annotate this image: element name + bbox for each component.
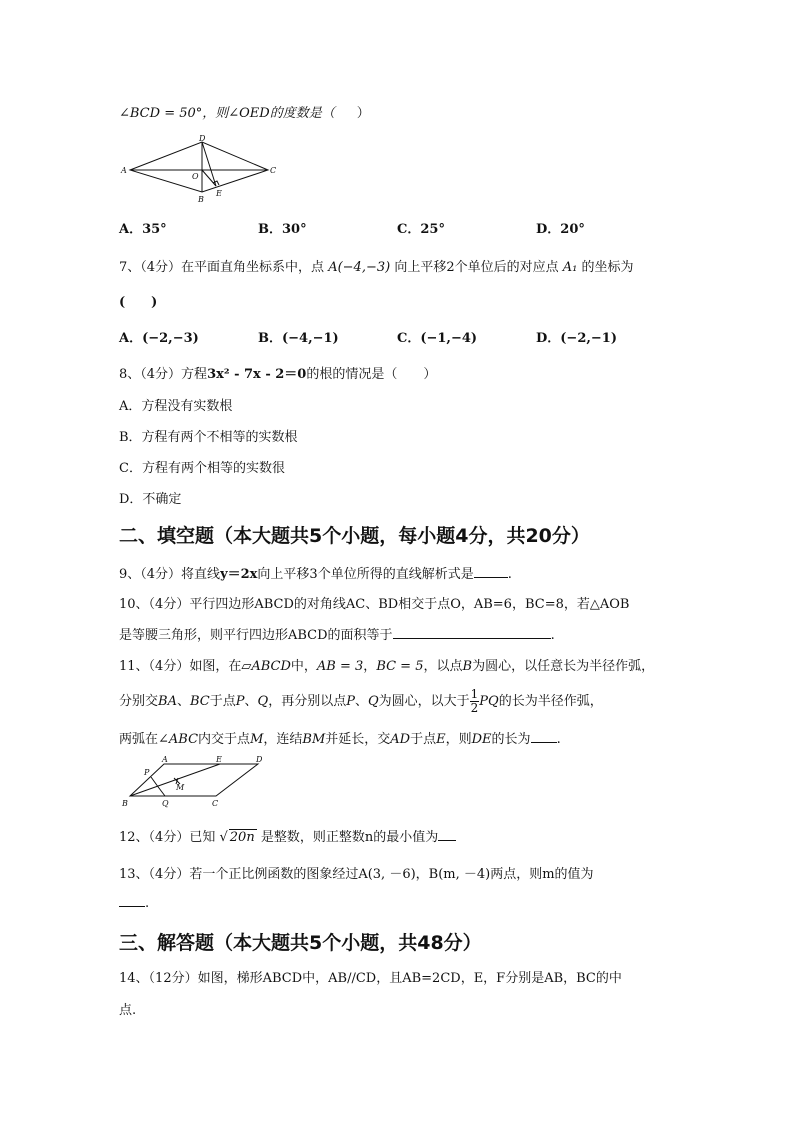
q11-text: 分别交 [119, 694, 159, 709]
q14-line2: 点. [119, 1003, 137, 1018]
q9-text-b: 向上平移3个单位所得的直线解析式是 [257, 567, 474, 582]
segment-de [202, 142, 216, 186]
q11-line2 [119, 688, 603, 715]
q13-answer-line [119, 894, 149, 911]
q11-text: 、 [176, 694, 190, 709]
q7-option-b: B．(−4,−1) [258, 331, 339, 346]
q9-answer-blank [474, 565, 508, 578]
q11-math: P [346, 694, 355, 709]
q12-answer-blank [438, 828, 456, 841]
fig11-label-q: Q [162, 799, 169, 808]
q11-math: BC = 5 [376, 659, 424, 674]
q12-text-b: 是整数，则正整数n的最小值为 [260, 830, 439, 845]
q11-text: 、 [244, 694, 258, 709]
q12-radicand: 20n [229, 830, 255, 845]
q7-point-a1: A₁ [562, 260, 578, 275]
fig11-label-p: P [144, 768, 150, 777]
q10-line2-text: 是等腰三角形，则平行四边形ABCD的面积等于 [119, 628, 393, 643]
q11-text: 内交于点 [198, 732, 251, 747]
q8-stem [119, 363, 436, 382]
q11-text: ，再分别以点 [268, 694, 347, 709]
q11-text: 为圆心，以任意长为半径作弧， [472, 659, 655, 674]
q11-math: BM [302, 732, 326, 747]
q11-text: ，连结 [263, 732, 303, 747]
q6-stem [119, 102, 370, 121]
q9-equation: y＝2x [220, 567, 258, 582]
q6-option-c: C．25° [397, 222, 445, 237]
fig6-label-o: O [192, 172, 199, 181]
q11-text: 两弧在 [119, 732, 159, 747]
q8-stem-b: 的根的情况是（ ） [306, 367, 437, 382]
section-fill-in-heading: 二、填空题（本大题共5个小题，每小题4分，共20分） [119, 525, 590, 547]
fig6-label-c: C [270, 166, 277, 175]
fig11-label-d: D [256, 755, 263, 764]
fig11-label-b: B [122, 799, 128, 808]
q7-point-a: A(−4,−3) [328, 260, 391, 275]
q7-stem-c: 的坐标为 [581, 260, 634, 275]
q11-math: BC [189, 694, 210, 709]
fig11-label-e: E [216, 755, 222, 764]
q11-text: 并延长，交 [325, 732, 391, 747]
q7-number: 7、（4分） [119, 260, 182, 275]
q11-math: AD [390, 732, 411, 747]
fig11-label-c: C [212, 799, 219, 808]
q11-math: Q [367, 694, 379, 709]
q12-stem [119, 826, 456, 845]
q11-fraction-half [470, 688, 480, 715]
q13-end: . [145, 896, 150, 911]
fig6-label-b: B [198, 195, 204, 204]
q13-answer-blank [119, 894, 145, 907]
q13-text: 若一个正比例函数的图象经过A(3, －6)，B(m, －4)两点，则m的值为 [189, 867, 594, 882]
q10-answer-blank [393, 626, 551, 639]
q8-stem-a: 方程 [181, 367, 208, 382]
q11-math: M [250, 732, 264, 747]
q11-text: 的长为半径作弧， [498, 694, 603, 709]
q11-math: ▱ABCD [241, 659, 291, 674]
q11-text: 的长为 [491, 732, 531, 747]
q14-number: 14、（12分） [119, 971, 198, 986]
q11-end: . [556, 732, 561, 747]
q8-option-a: A．方程没有实数根 [119, 399, 233, 414]
q11-math: DE [471, 732, 492, 747]
q11-math: AB = 3 [316, 659, 364, 674]
q6-stem-suffix: ） [356, 106, 370, 121]
fig6-label-e: E [216, 189, 222, 198]
parallelogram-figure [118, 754, 274, 810]
q11-text: 于点 [209, 694, 236, 709]
q10-line2 [119, 624, 555, 643]
fig11-label-a: A [162, 755, 168, 764]
q11-text: 中， [290, 659, 317, 674]
q12-text-a: 已知 [189, 830, 216, 845]
q11-number: 11、（4分） [119, 659, 190, 674]
q11-math: B [462, 659, 473, 674]
rhombus-figure [120, 134, 280, 206]
q9-text-a: 将直线 [181, 567, 221, 582]
fig11-label-m: M [176, 783, 185, 792]
q11-text: ，则 [445, 732, 472, 747]
q10-number: 10、（4分） [119, 597, 190, 612]
q8-option-d: D．不确定 [119, 492, 182, 507]
section-solve-heading: 三、解答题（本大题共5个小题，共48分） [119, 932, 482, 954]
q11-answer-blank [531, 730, 557, 743]
fraction-denominator: 2 [470, 701, 479, 715]
q7-stem-a: 在平面直角坐标系中，点 [181, 260, 325, 275]
q7-option-c: C．(−1,−4) [397, 331, 478, 346]
q11-text: 如图，在 [189, 659, 242, 674]
q14-line1 [119, 967, 622, 986]
rhombus-outline [130, 142, 268, 192]
q11-math: Q [257, 694, 269, 709]
q8-option-c: C．方程有两个相等的实数很 [119, 461, 285, 476]
q11-math: BA [158, 694, 177, 709]
q11-line3 [119, 728, 561, 747]
q13-stem [119, 863, 594, 882]
q12-number: 12、（4分） [119, 830, 190, 845]
q6-stem-prefix: ∠BCD = 50°，则∠OED的度数是（ [119, 106, 335, 121]
q6-option-d: D．20° [536, 222, 585, 237]
q13-number: 13、（4分） [119, 867, 190, 882]
q11-math: P [235, 694, 245, 709]
q11-text: 为圆心，以大于 [378, 694, 470, 709]
q7-stem-b: 向上平移2个单位后的对应点 [394, 260, 559, 275]
construction-arc-pq [151, 777, 165, 796]
q9-end: . [507, 567, 512, 582]
q7-option-d: D．(−2,−1) [536, 331, 617, 346]
q10-line1-text: 平行四边形ABCD的对角线AC、BD相交于点O，AB=6，BC=8，若△AOB [189, 597, 630, 612]
q11-text: ，以点 [423, 659, 463, 674]
fig6-label-a: A [121, 166, 127, 175]
q11-math: E [436, 732, 446, 747]
q6-option-b: B．30° [258, 222, 307, 237]
q10-line1 [119, 593, 629, 612]
q11-math: ∠ABC [158, 732, 199, 747]
q14-line1-text: 如图，梯形ABCD中，AB//CD，且AB=2CD，E，F分别是AB，BC的中 [197, 971, 622, 986]
q8-number: 8、（4分） [119, 367, 182, 382]
q10-end: . [550, 628, 555, 643]
q7-answer-paren: ( ) [119, 295, 158, 310]
q11-text: ， [363, 659, 377, 674]
sqrt-symbol: √ [219, 830, 228, 845]
q7-stem [119, 256, 634, 275]
q6-option-a: A．35° [119, 222, 167, 237]
q11-line1 [119, 655, 654, 674]
fraction-numerator: 1 [470, 687, 479, 701]
q11-math: PQ [479, 694, 499, 709]
fig6-label-d: D [199, 134, 206, 143]
q8-equation: 3x² - 7x - 2＝0 [207, 367, 307, 382]
q8-option-b: B．方程有两个不相等的实数根 [119, 430, 298, 445]
q9-number: 9、（4分） [119, 567, 182, 582]
q9-stem [119, 563, 512, 582]
q11-text: 、 [354, 694, 368, 709]
q11-text: 于点 [410, 732, 437, 747]
q7-option-a: A．(−2,−3) [119, 331, 199, 346]
